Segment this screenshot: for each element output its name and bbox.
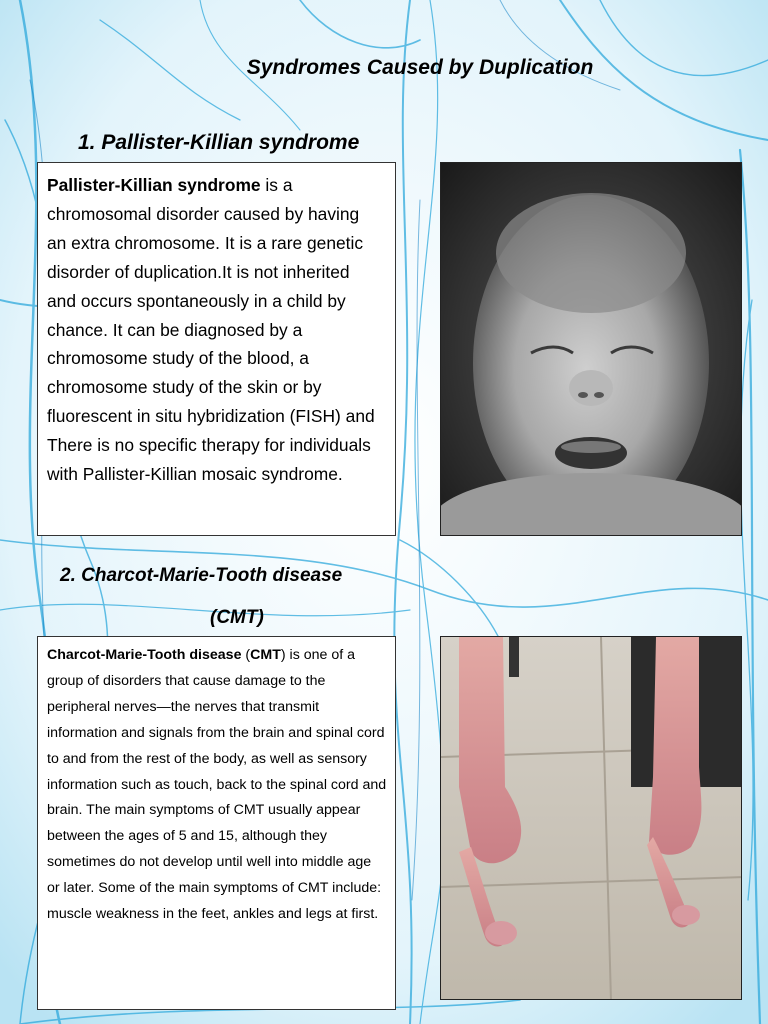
section-2-text-box bbox=[37, 636, 396, 1010]
section-2-heading: 2. Charcot-Marie-Tooth disease bbox=[60, 565, 343, 586]
feet-photo bbox=[440, 636, 742, 1000]
page-title: Syndromes Caused by Duplication bbox=[246, 56, 594, 79]
section-1-heading: 1. Pallister-Killian syndrome bbox=[78, 131, 360, 154]
section-1-term: Pallister-Killian syndrome bbox=[47, 175, 261, 195]
section-2-abbr: CMT bbox=[250, 647, 281, 663]
section-2-open-paren: ( bbox=[241, 647, 251, 663]
infant-face-photo bbox=[440, 162, 742, 536]
section-1-body: is a chromosomal disorder caused by having an extra chromosome. It is a rare genetic disorder of duplication.It is not inherited and occurs spontaneously in a child by chance. It can be diagnosed by a chromosome study of the blood, a chromosome study of the skin or by fluorescent in situ hybridization (FISH) and There is no specific therapy for individuals with Pallister-Killian mosaic syndrome. bbox=[47, 175, 375, 485]
section-2-heading-abbr: (CMT) bbox=[210, 607, 264, 628]
section-2-body: ) is one of a group of disorders that cause damage to the peripheral nerves—the nerves that transmit information and signals from the brain and spinal cord to and from the rest of the body, as well as sensory information such as touch, back to the spinal cord and brain. The main symptoms of CMT usually appear between the ages of 5 and 15, although they sometimes do not develop until well into middle age or later. Some of the main symptoms of CMT include: muscle weakness in the feet, ankles and legs at first. bbox=[47, 647, 387, 923]
section-1-text-box bbox=[37, 162, 396, 536]
section-2-term: Charcot-Marie-Tooth disease bbox=[47, 647, 242, 663]
